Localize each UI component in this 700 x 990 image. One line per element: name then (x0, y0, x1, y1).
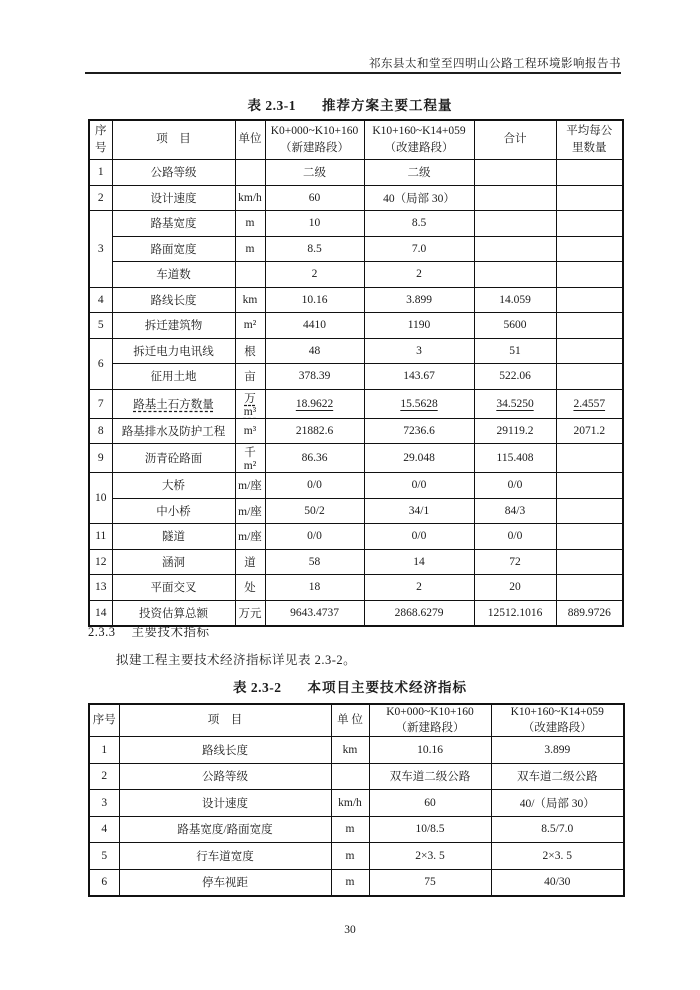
cell-total: 84/3 (474, 498, 556, 524)
table-row (89, 236, 623, 262)
cell-new: 58 (265, 549, 364, 575)
cell-new: 9643.4737 (265, 600, 364, 626)
cell-rebuilt: 34/1 (364, 498, 474, 524)
cell-rebuilt: 143.67 (364, 364, 474, 390)
cell-unit: m (235, 211, 265, 237)
cell-avg (556, 473, 623, 499)
cell-unit: km/h (331, 790, 369, 817)
cell-new: 86.36 (265, 444, 364, 473)
cell-new: 48 (265, 338, 364, 364)
cell-no: 2 (89, 763, 119, 790)
cell-avg: 2071.2 (556, 418, 623, 444)
cell-rebuilt: 3 (364, 338, 474, 364)
cell-no: 1 (89, 160, 112, 186)
table-row (89, 364, 623, 390)
cell-item: 投资估算总额 (112, 600, 235, 626)
table-row (89, 262, 623, 288)
cell-new: 50/2 (265, 498, 364, 524)
cell-no: 11 (89, 524, 112, 550)
cell-no: 3 (89, 211, 112, 288)
cell-unit: m/座 (235, 473, 265, 499)
cell-item: 路基土石方数量 (112, 389, 235, 418)
table-row (89, 338, 623, 364)
cell-item: 路线长度 (119, 737, 331, 764)
cell-avg (556, 236, 623, 262)
cell-unit: 亩 (235, 364, 265, 390)
table-row (89, 185, 623, 211)
cell-no: 6 (89, 338, 112, 389)
cell-new: 21882.6 (265, 418, 364, 444)
table2-label: 表 2.3-2 (233, 680, 282, 695)
cell-total (474, 185, 556, 211)
cell-no: 6 (89, 869, 119, 896)
table1-label: 表 2.3-1 (247, 98, 296, 113)
cell-rebuilt: 8.5 (364, 211, 474, 237)
cell-item: 行车道宽度 (119, 843, 331, 870)
cell-new: 60 (369, 790, 491, 817)
col-header-new-section: K0+000~K10+160 （新建路段） (369, 704, 491, 737)
cell-unit: m/座 (235, 524, 265, 550)
cell-total (474, 236, 556, 262)
table-row (89, 444, 623, 473)
cell-unit: 处 (235, 575, 265, 601)
cell-no: 1 (89, 737, 119, 764)
cell-unit (235, 160, 265, 186)
running-header: 祁东县太和堂至四明山公路工程环境影响报告书 (369, 58, 621, 70)
cell-total (474, 262, 556, 288)
cell-item: 隧道 (112, 524, 235, 550)
cell-item: 停车视距 (119, 869, 331, 896)
cell-new: 8.5 (265, 236, 364, 262)
table2-title-text: 本项目主要技术经济指标 (307, 680, 467, 695)
table-row (89, 313, 623, 339)
cell-no: 10 (89, 473, 112, 524)
cell-item: 沥青砼路面 (112, 444, 235, 473)
table1-title-text: 推荐方案主要工程量 (322, 98, 453, 113)
cell-total (474, 160, 556, 186)
cell-rebuilt: 0/0 (364, 524, 474, 550)
body-paragraph: 拟建工程主要技术经济指标详见表 2.3-2。 (116, 653, 357, 667)
cell-new: 二级 (265, 160, 364, 186)
cell-unit: 万 m³ (235, 389, 265, 418)
cell-no: 9 (89, 444, 112, 473)
table-row-earthwork-underlined (89, 389, 623, 418)
cell-avg (556, 211, 623, 237)
cell-no: 3 (89, 790, 119, 817)
table-row (89, 763, 624, 790)
cell-new: 10/8.5 (369, 816, 491, 843)
cell-unit: m (331, 869, 369, 896)
cell-new: 378.39 (265, 364, 364, 390)
cell-item: 公路等级 (119, 763, 331, 790)
table-row (89, 473, 623, 499)
table-row (89, 575, 623, 601)
cell-item: 大桥 (112, 473, 235, 499)
cell-total: 522.06 (474, 364, 556, 390)
cell-unit: 根 (235, 338, 265, 364)
page-number: 30 (344, 924, 356, 936)
cell-no: 5 (89, 313, 112, 339)
table1-title (0, 94, 700, 114)
cell-rebuilt: 40（局部 30） (364, 185, 474, 211)
cell-new: 60 (265, 185, 364, 211)
cell-unit: km/h (235, 185, 265, 211)
col-header-unit: 单 位 (331, 704, 369, 737)
cell-total: 115.408 (474, 444, 556, 473)
cell-no: 4 (89, 287, 112, 313)
cell-unit (235, 262, 265, 288)
cell-total: 29119.2 (474, 418, 556, 444)
cell-unit: km (235, 287, 265, 313)
cell-avg (556, 498, 623, 524)
cell-new: 10 (265, 211, 364, 237)
cell-new: 18 (265, 575, 364, 601)
cell-unit: m/座 (235, 498, 265, 524)
cell-item: 征用土地 (112, 364, 235, 390)
col-header-no: 序号 (89, 704, 119, 737)
cell-rebuilt: 29.048 (364, 444, 474, 473)
cell-rebuilt: 1190 (364, 313, 474, 339)
cell-item: 拆迁电力电讯线 (112, 338, 235, 364)
table-header-row (89, 704, 624, 737)
cell-item: 中小桥 (112, 498, 235, 524)
cell-rebuilt: 0/0 (364, 473, 474, 499)
cell-total: 12512.1016 (474, 600, 556, 626)
cell-unit: m (331, 816, 369, 843)
table-row (89, 549, 623, 575)
cell-rebuilt: 7.0 (364, 236, 474, 262)
cell-avg: 2.4557 (556, 389, 623, 418)
cell-unit: m² (235, 313, 265, 339)
cell-new: 2 (265, 262, 364, 288)
cell-no: 7 (89, 389, 112, 418)
table-row (89, 524, 623, 550)
cell-total: 20 (474, 575, 556, 601)
table-row (89, 418, 623, 444)
header-rule (85, 72, 621, 74)
cell-total: 0/0 (474, 473, 556, 499)
col-header-total: 合计 (474, 120, 556, 160)
cell-item: 平面交叉 (112, 575, 235, 601)
cell-unit: m (331, 843, 369, 870)
cell-item: 车道数 (112, 262, 235, 288)
col-header-item: 项 目 (119, 704, 331, 737)
cell-avg (556, 549, 623, 575)
table-row (89, 843, 624, 870)
cell-rebuilt: 2 (364, 575, 474, 601)
col-header-unit: 单位 (235, 120, 265, 160)
cell-total: 72 (474, 549, 556, 575)
cell-total: 51 (474, 338, 556, 364)
cell-no: 5 (89, 843, 119, 870)
cell-avg (556, 444, 623, 473)
table-main-quantities (88, 119, 624, 627)
cell-unit: m³ (235, 418, 265, 444)
cell-unit: km (331, 737, 369, 764)
table2-title (0, 676, 700, 696)
col-header-no: 序号 (89, 120, 112, 160)
cell-item: 设计速度 (112, 185, 235, 211)
cell-unit: m (235, 236, 265, 262)
cell-total (474, 211, 556, 237)
cell-rebuilt: 3.899 (364, 287, 474, 313)
table-row (89, 737, 624, 764)
cell-no: 14 (89, 600, 112, 626)
table-row (89, 498, 623, 524)
cell-avg (556, 575, 623, 601)
cell-rebuilt: 3.899 (491, 737, 624, 764)
cell-unit: 万元 (235, 600, 265, 626)
cell-no: 13 (89, 575, 112, 601)
cell-new: 4410 (265, 313, 364, 339)
cell-no: 2 (89, 185, 112, 211)
table-row (89, 287, 623, 313)
cell-avg (556, 313, 623, 339)
cell-rebuilt: 2×3. 5 (491, 843, 624, 870)
cell-new: 双车道二级公路 (369, 763, 491, 790)
cell-item: 设计速度 (119, 790, 331, 817)
cell-item: 路基宽度 (112, 211, 235, 237)
cell-total: 0/0 (474, 524, 556, 550)
col-header-rebuilt-section: K10+160~K14+059 （改建路段） (364, 120, 474, 160)
cell-no: 4 (89, 816, 119, 843)
table-row (89, 869, 624, 896)
cell-new: 2×3. 5 (369, 843, 491, 870)
cell-rebuilt: 双车道二级公路 (491, 763, 624, 790)
cell-avg (556, 287, 623, 313)
col-header-avg-per-km: 平均每公 里数量 (556, 120, 623, 160)
table-row (89, 816, 624, 843)
cell-new: 0/0 (265, 473, 364, 499)
col-header-new-section: K0+000~K10+160 （新建路段） (265, 120, 364, 160)
cell-avg: 889.9726 (556, 600, 623, 626)
cell-new: 10.16 (265, 287, 364, 313)
cell-rebuilt: 二级 (364, 160, 474, 186)
cell-item: 路基宽度/路面宽度 (119, 816, 331, 843)
cell-rebuilt: 40/（局部 30） (491, 790, 624, 817)
cell-new: 10.16 (369, 737, 491, 764)
section-title: 主要技术指标 (131, 625, 210, 639)
col-header-rebuilt-section: K10+160~K14+059 （改建路段） (491, 704, 624, 737)
col-header-item: 项 目 (112, 120, 235, 160)
cell-unit (331, 763, 369, 790)
cell-unit: 道 (235, 549, 265, 575)
cell-item: 路线长度 (112, 287, 235, 313)
cell-no: 8 (89, 418, 112, 444)
section-number: 2.3.3 (88, 625, 116, 639)
cell-new: 18.9622 (265, 389, 364, 418)
table-row (89, 790, 624, 817)
cell-item: 涵洞 (112, 549, 235, 575)
table-tech-indicators (88, 703, 625, 897)
cell-rebuilt: 7236.6 (364, 418, 474, 444)
cell-avg (556, 364, 623, 390)
table-row (89, 211, 623, 237)
cell-item: 公路等级 (112, 160, 235, 186)
cell-rebuilt: 15.5628 (364, 389, 474, 418)
cell-total: 14.059 (474, 287, 556, 313)
cell-item: 拆迁建筑物 (112, 313, 235, 339)
table-row (89, 160, 623, 186)
cell-avg (556, 262, 623, 288)
cell-rebuilt: 8.5/7.0 (491, 816, 624, 843)
cell-rebuilt: 14 (364, 549, 474, 575)
cell-avg (556, 185, 623, 211)
cell-no: 12 (89, 549, 112, 575)
cell-new: 75 (369, 869, 491, 896)
cell-avg (556, 524, 623, 550)
table-header-row (89, 120, 623, 160)
cell-total: 5600 (474, 313, 556, 339)
cell-rebuilt: 2 (364, 262, 474, 288)
cell-rebuilt: 40/30 (491, 869, 624, 896)
section-heading (88, 622, 210, 640)
cell-new: 0/0 (265, 524, 364, 550)
cell-rebuilt: 2868.6279 (364, 600, 474, 626)
cell-avg (556, 338, 623, 364)
cell-total: 34.5250 (474, 389, 556, 418)
cell-item: 路面宽度 (112, 236, 235, 262)
cell-avg (556, 160, 623, 186)
cell-unit: 千 m² (235, 444, 265, 473)
cell-item: 路基排水及防护工程 (112, 418, 235, 444)
